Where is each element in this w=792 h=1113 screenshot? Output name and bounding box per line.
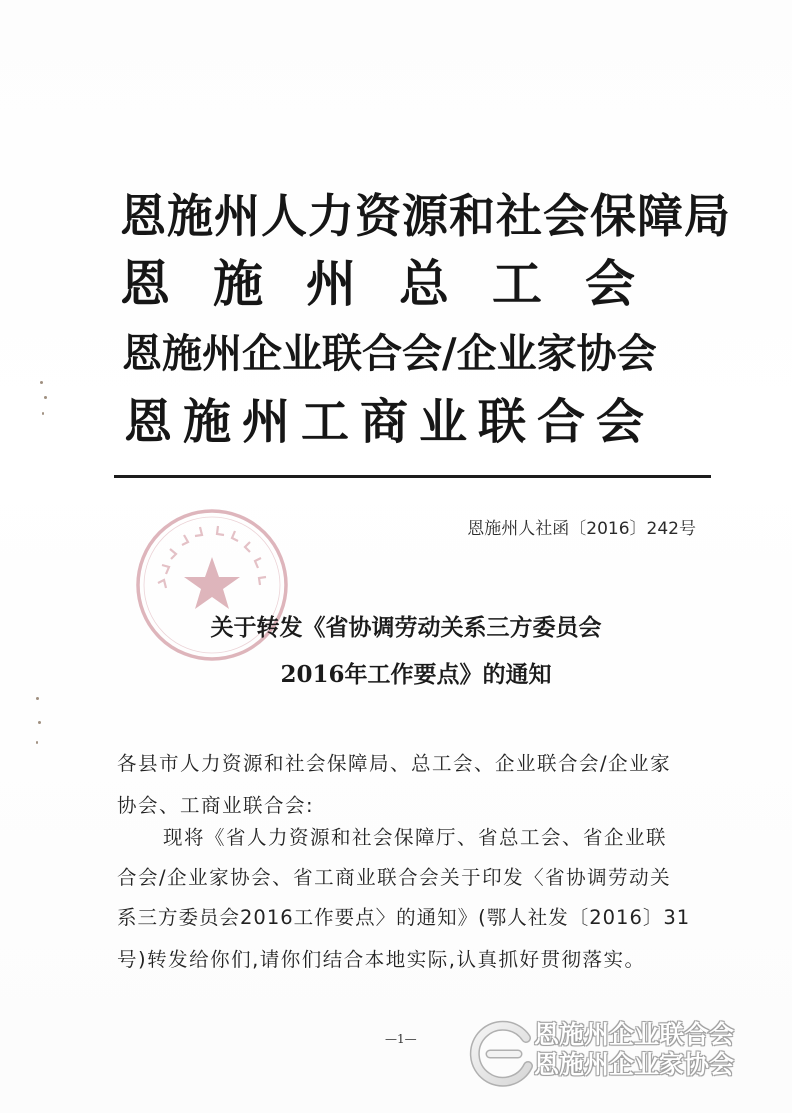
notice-title-line-2: 2016年工作要点》的通知: [280, 661, 552, 688]
document-reference-number: 恩施州人社函〔2016〕242号: [467, 519, 696, 539]
addressee-line-2: 协会、工商业联合会:: [117, 794, 315, 817]
addressee-line-1: 各县市人力资源和社会保障局、总工会、企业联合会/企业家: [117, 752, 672, 775]
header-divider: [114, 475, 711, 478]
body-paragraph-line-1: 现将《省人力资源和社会保障厅、省总工会、省企业联: [163, 826, 668, 849]
org-name-hr-bureau: 恩施州人力资源和社会保障局: [120, 189, 731, 243]
notice-title-line-1: 关于转发《省协调劳动关系三方委员会: [210, 614, 602, 641]
watermark-line-1: 恩施州企业联合会: [534, 1020, 735, 1049]
body-paragraph-line-2: 合会/企业家协会、省工商业联合会关于印发〈省协调劳动关: [117, 866, 672, 889]
watermark-line-2: 恩施州企业家协会: [534, 1050, 735, 1079]
org-name-enterprise-confederation: 恩施州企业联合会/企业家协会: [122, 330, 657, 377]
body-paragraph-line-4: 号)转发给你们,请你们结合本地实际,认真抓好贯彻落实。: [117, 948, 646, 971]
enterprise-logo-icon: [468, 1018, 538, 1088]
org-name-industry-commerce-federation: 恩施州工商业联合会: [124, 394, 656, 450]
binding-mark: [44, 396, 47, 399]
body-paragraph-line-3: 系三方委员会2016工作要点〉的通知》(鄂人社发〔2016〕31: [117, 906, 691, 929]
binding-mark: [36, 697, 39, 700]
page-number: —1—: [385, 1032, 417, 1046]
binding-mark: [40, 381, 43, 384]
binding-mark: [36, 741, 38, 744]
binding-mark: [42, 412, 44, 415]
org-name-federation-of-trade-unions: 恩施州总工会: [120, 254, 678, 313]
binding-mark: [38, 721, 41, 724]
site-watermark: [468, 1018, 788, 1088]
